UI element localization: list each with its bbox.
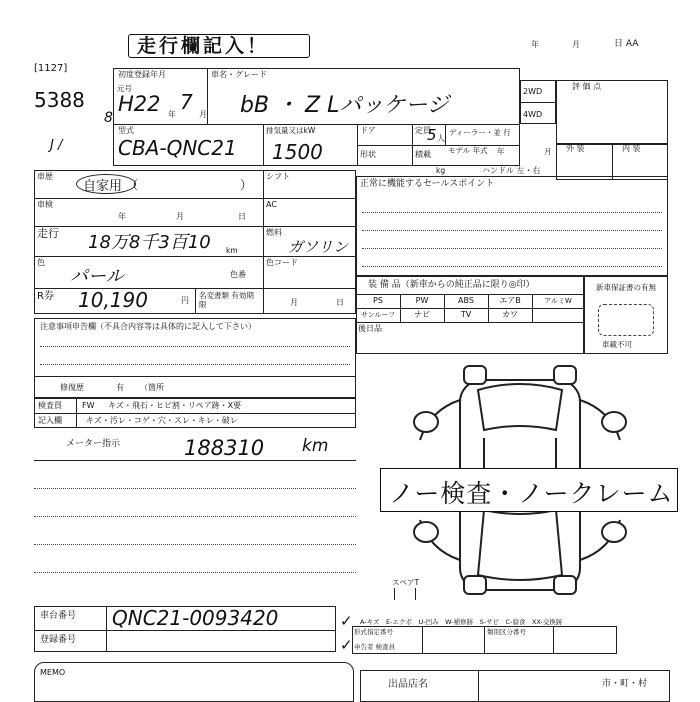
repair-label: 修復歴 xyxy=(60,383,84,392)
model-year-label: モデル 年式 xyxy=(448,146,488,155)
load-label: 積載 xyxy=(415,150,431,159)
name-change-month: 月 xyxy=(290,298,298,307)
form-title-banner xyxy=(128,34,310,58)
color-number-label: 色番 xyxy=(230,270,246,279)
warranty-label: 新車保証書の有無 xyxy=(596,283,656,292)
recycle-value: 10,190 xyxy=(78,288,148,312)
date-month: 月 xyxy=(572,40,580,49)
selling-points-label: 正常に機能するセールスポイント xyxy=(360,179,495,189)
inspection-day: 日 xyxy=(238,212,246,221)
stamp-text: ノー検査・ノークレーム xyxy=(389,479,674,508)
equipment-label: 装 備 品（新車からの純正品に限り◎印） xyxy=(368,280,535,290)
date-year: 年 xyxy=(531,40,539,49)
fill-label: 記入欄 xyxy=(38,416,62,425)
color-code-label: 色コード xyxy=(266,258,298,267)
memo-label: MEMO xyxy=(40,668,66,677)
shop-label: 出品店名 xyxy=(388,679,428,690)
first-reg-value: H22 xyxy=(118,92,161,116)
drive-4wd: 4WD xyxy=(523,110,543,119)
first-reg-year-unit: 年 xyxy=(168,110,176,119)
notice-label: 注意事項申告欄（不具合内容等は具体的に記入して下さい） xyxy=(40,322,256,331)
equip-leather: カワ xyxy=(502,310,518,319)
chassis-check-mark: ✓ xyxy=(340,612,353,630)
displacement-value: 1500 xyxy=(272,140,323,164)
no-registration-label: 車載不可 xyxy=(602,340,632,349)
margin-scribble-2: J / xyxy=(50,138,63,153)
model-year-year: 年 xyxy=(497,147,505,156)
meter-label: メーター指示 xyxy=(66,439,121,449)
color-label: 色 xyxy=(37,258,45,267)
spare-box xyxy=(394,588,416,600)
capacity-value: 5 xyxy=(427,126,437,144)
no-inspection-stamp xyxy=(380,468,678,512)
first-reg-month-unit: 月 xyxy=(199,110,207,119)
ac-label: AC xyxy=(266,200,277,209)
fw-label: FW xyxy=(82,401,95,410)
sheet-number: [1127] xyxy=(34,63,68,74)
inspector-row1: キズ・飛石・ヒビ割・リペア跡・X要 xyxy=(108,401,242,410)
dealer-label: ディーラー・並 行 xyxy=(449,128,511,137)
displacement-label: 排気量又はkW xyxy=(266,126,316,135)
chassis-value: QNC21-0093420 xyxy=(112,606,279,630)
memo-box xyxy=(34,662,354,702)
eval-label: 評 価 点 xyxy=(572,82,602,91)
fuel-label: 燃料 xyxy=(266,228,282,237)
color-value: パール xyxy=(70,266,124,287)
mileage-value: 18万8千3百10 xyxy=(88,232,211,253)
repair-has: 有 xyxy=(116,383,124,392)
meter-value: 188310 xyxy=(184,436,265,460)
equip-ps: PS xyxy=(373,296,383,305)
recycle-unit: 円 xyxy=(181,296,189,305)
vehicle-name-label: 車名・グレード xyxy=(211,70,267,79)
usage-label: 車歴 xyxy=(37,172,53,181)
usage-value: 自家用 xyxy=(83,179,123,194)
meter-unit: km xyxy=(302,436,329,456)
equip-pw: PW xyxy=(415,296,429,305)
mileage-label: 走行 xyxy=(37,227,59,240)
equip-navi: ナビ xyxy=(414,310,430,319)
repair-place: （箇所 xyxy=(140,383,164,392)
registration-check-mark: ✓ xyxy=(340,636,353,654)
inspector-note: 申告者 検査員 xyxy=(354,643,396,651)
class-number-label: 類別区分番号 xyxy=(487,628,526,636)
first-reg-month: 7 xyxy=(180,90,193,114)
load-unit: kg xyxy=(436,166,446,175)
model-value: CBA-QNC21 xyxy=(118,136,237,160)
name-change-day: 日 xyxy=(336,298,344,307)
warranty-check-area xyxy=(598,304,654,336)
address-suffix: 市・町・村 xyxy=(602,679,648,689)
interior-label: 内 装 xyxy=(622,144,641,153)
after-market-label: 後日品 xyxy=(358,324,382,333)
equip-alloy: アルミW xyxy=(544,297,572,305)
recycle-label: R券 xyxy=(37,291,54,302)
shift-label: シフト xyxy=(266,172,290,181)
inspection-month: 月 xyxy=(176,212,184,221)
usage-paren-open: （ xyxy=(126,178,139,192)
exterior-label: 外 装 xyxy=(566,144,585,153)
date-day-aa: 日 AA xyxy=(614,39,639,49)
name-change-label: 名変書類 有効期限 xyxy=(199,291,254,309)
equip-airbag: エアB xyxy=(499,296,521,305)
first-reg-era-label: 元号 xyxy=(117,84,132,93)
equip-tv: TV xyxy=(460,310,472,319)
form-number-label: 形式指定番号 xyxy=(354,628,393,636)
fuel-value: ガソリン xyxy=(288,238,349,256)
handle-label: ハンドル 左・右 xyxy=(482,166,541,175)
mileage-unit: km xyxy=(226,246,238,255)
registration-label: 登録番号 xyxy=(40,635,77,645)
vehicle-name-value: bB ・ Z Lパッケージ xyxy=(240,93,449,118)
shape-label: 形状 xyxy=(360,150,376,159)
spare-label: スペアT xyxy=(392,578,420,587)
model-year-month: 月 xyxy=(544,147,552,156)
lot-number: 5388 xyxy=(34,88,85,112)
capacity-unit: 人 xyxy=(437,134,445,143)
selling-points-box xyxy=(356,176,668,276)
chassis-label: 車台番号 xyxy=(40,611,77,621)
first-reg-label: 初度登録年月 xyxy=(118,70,166,79)
margin-scribble: 8 xyxy=(104,110,113,126)
model-label: 型式 xyxy=(118,126,134,135)
inspector-label: 検査員 xyxy=(38,401,62,410)
capacity-label: 定員 xyxy=(415,126,431,135)
usage-paren-close: ） xyxy=(240,178,253,192)
form-title: 走行欄記入！ xyxy=(137,35,270,57)
inspection-label: 車検 xyxy=(37,200,53,209)
drive-2wd: 2WD xyxy=(523,87,543,96)
doors-label: ドア xyxy=(360,126,376,135)
inspector-row2: キズ・汚レ・コゲ・穴・スレ・キレ・破レ xyxy=(86,416,238,425)
damage-legend: A-キズ E-エクボ U-凹み W-補修跡 S-サビ C-腐食 XX-交換跡 xyxy=(360,618,563,626)
inspection-year: 年 xyxy=(118,212,126,221)
equip-sunroof: サンルーフ xyxy=(360,311,396,319)
equip-abs: ABS xyxy=(458,296,474,305)
